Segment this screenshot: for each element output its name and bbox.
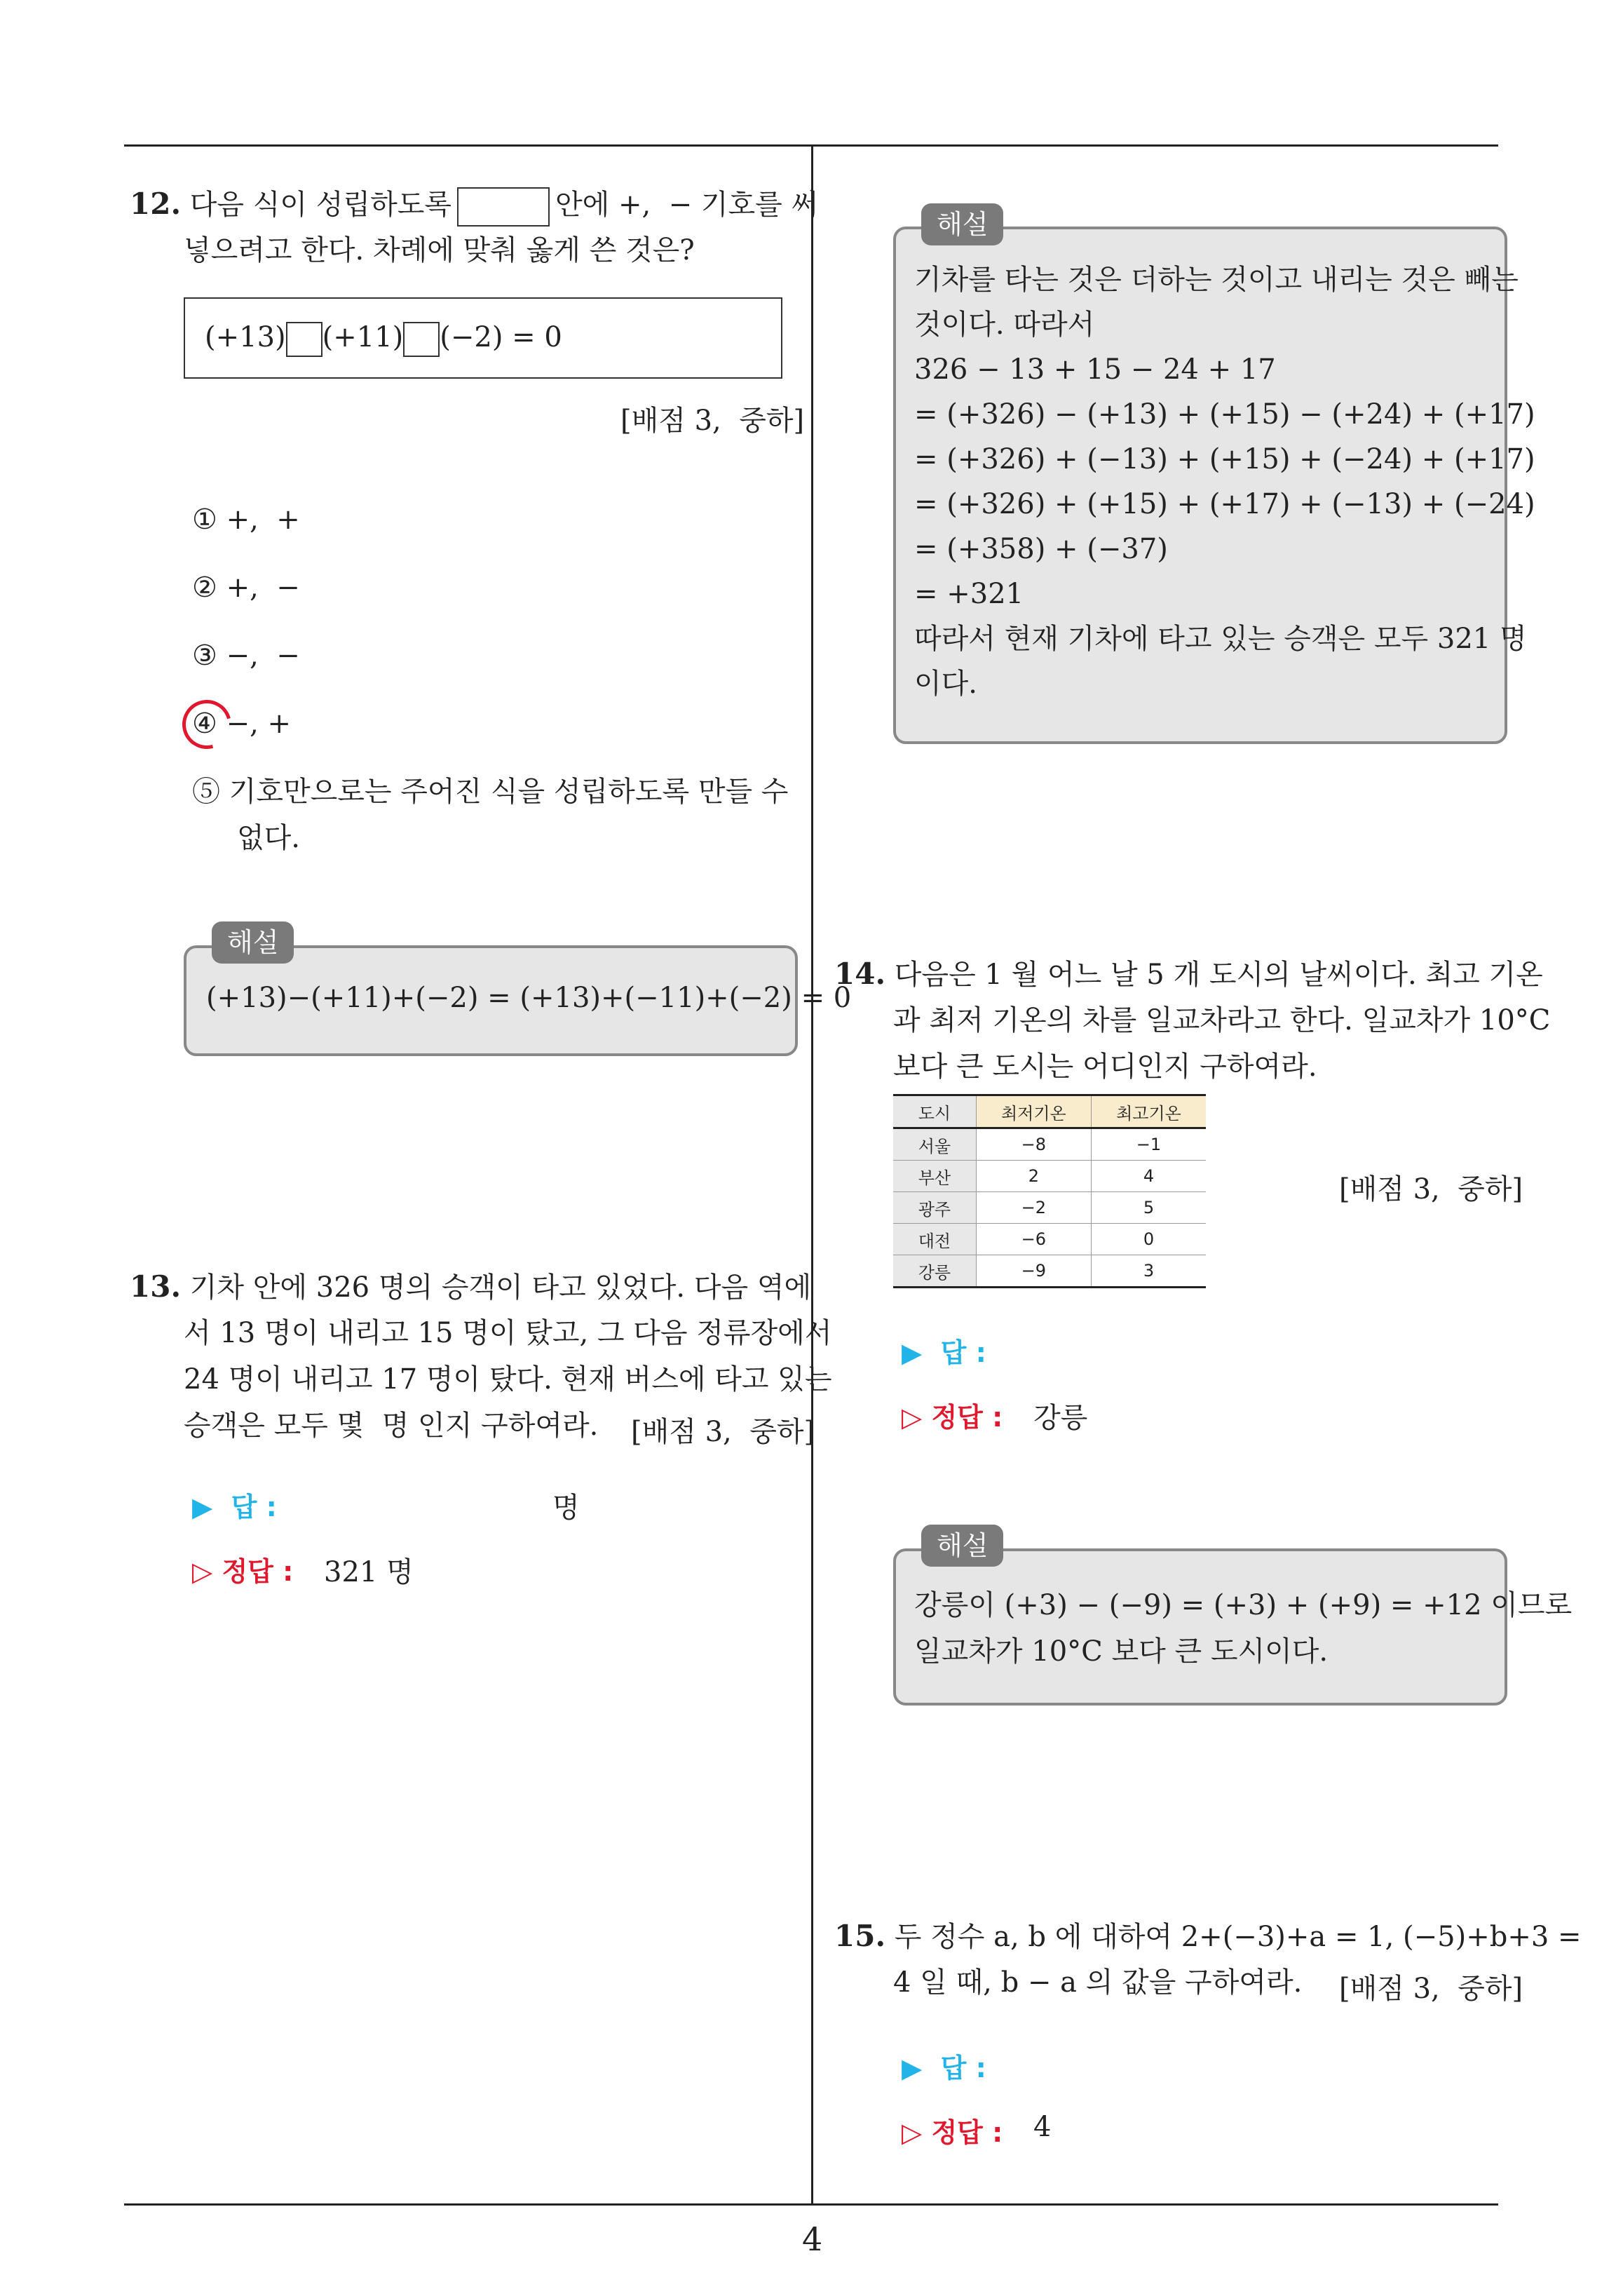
- q14-correct-value: 강릉: [1033, 1402, 1088, 1434]
- q12-choice-5[interactable]: ⑤ 기호만으로는 주어진 식을 성립하도록 만들 수: [192, 776, 789, 808]
- table-cell: 0: [1091, 1224, 1206, 1255]
- q13-line3: 24 명이 내리고 17 명이 탔다. 현재 버스에 타고 있는: [184, 1363, 832, 1396]
- q13-expl-line-8: = +321: [914, 578, 1024, 610]
- q13-number: 13.: [130, 1269, 182, 1304]
- q13-correct-label-text: ▷ 정답 :: [192, 1556, 294, 1587]
- q13-line4: 승객은 모두 몇 명 인지 구하여라.: [184, 1410, 599, 1442]
- q13-expl-line-10: 이다.: [914, 668, 977, 700]
- table-cell: 대전: [893, 1224, 976, 1255]
- q12-eq-blank1: [286, 322, 322, 357]
- q15-correct-label-text: ▷ 정답 :: [902, 2117, 1003, 2148]
- q12-eq-part1: (+13): [205, 321, 286, 353]
- q13-expl-line-2: 것이다. 따라서: [914, 309, 1095, 341]
- q13-expl-line-4: = (+326) − (+13) + (+15) − (+24) + (+17): [914, 398, 1535, 431]
- table-row: [893, 1224, 1206, 1255]
- table-row: [893, 1128, 1206, 1161]
- table-cell: 5: [1091, 1192, 1206, 1224]
- q15-line1: [834, 1913, 1582, 1960]
- table-cell: −2: [976, 1192, 1091, 1224]
- q14-score: [배점 3, 중하]: [1339, 1173, 1523, 1206]
- q14-answer-label: [902, 1331, 986, 1370]
- q15-score: [배점 3, 중하]: [1339, 1973, 1523, 2005]
- bottom-rule: [124, 2203, 1498, 2206]
- table-cell: 서울: [893, 1128, 976, 1161]
- q14-number: 14.: [834, 957, 886, 991]
- q14-line1: [834, 951, 1543, 998]
- q15-line2: 4 일 때, b − a 의 값을 구하여라.: [893, 1966, 1303, 1999]
- q13-answer-label: [192, 1485, 277, 1524]
- q14-correct-label-text: ▷ 정답 :: [902, 1402, 1003, 1433]
- table-cell: 4: [1091, 1161, 1206, 1192]
- q12-text-b: 안에 +, − 기호를 써: [555, 189, 819, 221]
- column-divider: [811, 144, 813, 2203]
- q13-line2: 서 13 명이 내리고 15 명이 탔고, 그 다음 정류장에서: [184, 1317, 832, 1349]
- q13-line1: [130, 1264, 811, 1311]
- q13-score: [배점 3, 중하]: [631, 1416, 815, 1448]
- q14-expl-line-1: 강릉이 (+3) − (−9) = (+3) + (+9) = +12 이므로: [914, 1589, 1573, 1621]
- q12-score: [배점 3, 중하]: [620, 405, 805, 437]
- q12-line1: [130, 181, 818, 228]
- table-cell: 강릉: [893, 1255, 976, 1288]
- q15-correct-value: 4: [1033, 2111, 1052, 2143]
- table-cell: −6: [976, 1224, 1091, 1255]
- table-header: 최고기온: [1091, 1095, 1206, 1128]
- table-row: [893, 1161, 1206, 1192]
- q12-choice-4[interactable]: ④ −, +: [192, 708, 292, 740]
- q14-expl-line-2: 일교차가 10°C 보다 큰 도시이다.: [914, 1635, 1329, 1668]
- q14-line2: 과 최저 기온의 차를 일교차라고 한다. 일교차가 10°C: [893, 1004, 1551, 1036]
- table-cell: −1: [1091, 1128, 1206, 1161]
- q13-expl-line-5: = (+326) + (−13) + (+15) + (−24) + (+17): [914, 443, 1535, 475]
- table-header-row: [893, 1095, 1206, 1128]
- q12-explanation-text: (+13)−(+11)+(−2) = (+13)+(−11)+(−2) = 0: [206, 982, 852, 1014]
- q15-answer-label: [902, 2046, 986, 2085]
- page-number: 4: [802, 2220, 823, 2258]
- q13-expl-line-6: = (+326) + (+15) + (+17) + (−13) + (−24): [914, 488, 1535, 520]
- table-cell: −8: [976, 1128, 1091, 1161]
- q12-choice-1[interactable]: ① +, +: [192, 504, 300, 536]
- table-cell: 광주: [893, 1192, 976, 1224]
- table-cell: 2: [976, 1161, 1091, 1192]
- table-cell: 부산: [893, 1161, 976, 1192]
- q13-expl-line-9: 따라서 현재 기차에 타고 있는 승객은 모두 321 명: [914, 623, 1527, 655]
- q12-text-a: 다음 식이 성립하도록: [189, 189, 451, 221]
- q15-answer-label-text: ▶ 답 :: [902, 2053, 986, 2084]
- q12-explanation-tag: 해설: [212, 921, 294, 964]
- q12-choice-2[interactable]: ② +, −: [192, 572, 300, 604]
- q13-expl-line-7: = (+358) + (−37): [914, 533, 1168, 565]
- q15-correct-label: [902, 2111, 1003, 2149]
- q13-correct-label: [192, 1550, 293, 1588]
- q12-equation: [205, 314, 562, 360]
- weather-table: [893, 1094, 1206, 1288]
- q12-eq-blank2: [403, 322, 440, 357]
- table-header: 도시: [893, 1095, 976, 1128]
- q13-correct-value: 321 명: [324, 1556, 414, 1588]
- q15-text-1: 두 정수 a, b 에 대하여 2+(−3)+a = 1, (−5)+b+3 =: [894, 1921, 1582, 1953]
- q12-line2: 넣으려고 한다. 차례에 맞춰 옳게 쓴 것은?: [184, 234, 695, 266]
- table-row: [893, 1192, 1206, 1224]
- table-cell: −9: [976, 1255, 1091, 1288]
- q14-text-1: 다음은 1 월 어느 날 5 개 도시의 날씨이다. 최고 기온: [894, 959, 1543, 991]
- q12-eq-part3: (−2) = 0: [440, 321, 562, 353]
- q14-line3: 보다 큰 도시는 어디인지 구하여라.: [893, 1051, 1317, 1083]
- q13-answer-unit: 명: [552, 1492, 580, 1524]
- q13-answer-label-text: ▶ 답 :: [192, 1492, 277, 1522]
- q12-number: 12.: [130, 187, 182, 221]
- q13-expl-line-1: 기차를 타는 것은 더하는 것이고 내리는 것은 빼는: [914, 264, 1519, 296]
- q12-choice-3[interactable]: ③ −, −: [192, 640, 300, 672]
- q13-text-1: 기차 안에 326 명의 승객이 타고 있었다. 다음 역에: [189, 1271, 812, 1304]
- q12-blank-box: [457, 187, 550, 227]
- q14-correct-label: [902, 1396, 1003, 1434]
- table-row: [893, 1255, 1206, 1288]
- table-header: 최저기온: [976, 1095, 1091, 1128]
- q14-explanation-tag: 해설: [921, 1525, 1003, 1567]
- q15-number: 15.: [834, 1919, 886, 1953]
- q14-answer-label-text: ▶ 답 :: [902, 1337, 986, 1368]
- q13-explanation-tag: 해설: [921, 203, 1003, 245]
- q12-eq-part2: (+11): [322, 321, 404, 353]
- q13-expl-line-3: 326 − 13 + 15 − 24 + 17: [914, 353, 1276, 386]
- q12-choice-5-cont: 없다.: [237, 822, 300, 854]
- table-cell: 3: [1091, 1255, 1206, 1288]
